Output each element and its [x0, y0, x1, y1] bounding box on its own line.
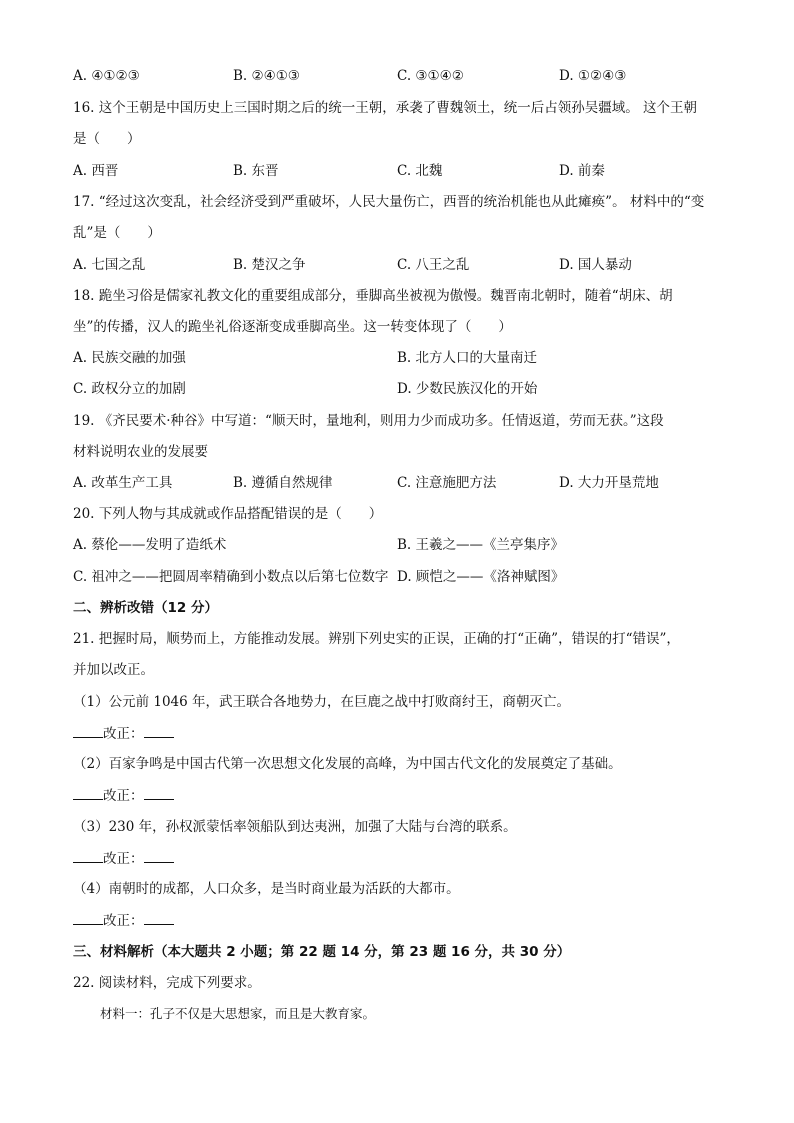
q21-correction-4	[73, 911, 174, 930]
q18-option-b: B. 北方人口的大量南迁	[397, 350, 538, 366]
answer-blank[interactable]	[73, 911, 103, 925]
q15-option-c: C. ③①④②	[397, 68, 464, 84]
q17-option-c: C. 八王之乱	[397, 257, 470, 273]
q17-option-a: A. 七国之乱	[73, 257, 146, 273]
correction-blank[interactable]	[144, 724, 174, 738]
q17-stem-line2: 乱”是（ ）	[73, 225, 161, 241]
q21-correction-2	[73, 786, 174, 805]
q20-options-row2	[73, 568, 733, 586]
q17-stem-line1: 17. “经过这次变乱，社会经济受到严重破坏，人民大量伤亡，西晋的统治机能也从此瘫痪”。 材料中的“变	[73, 194, 705, 210]
q18-option-a: A. 民族交融的加强	[73, 350, 186, 366]
q18-options-row2	[73, 380, 733, 398]
q15-options	[73, 67, 733, 85]
q19-option-b: B. 遵循自然规律	[233, 475, 333, 491]
answer-blank[interactable]	[73, 786, 103, 800]
q18-option-d: D. 少数民族汉化的开始	[397, 381, 538, 397]
q22-material-1: 材料一：孔子不仅是大思想家，而且是大教育家。	[100, 1006, 376, 1021]
section3-title: 三、材料解析（本大题共 2 小题；第 22 题 14 分，第 23 题 16 分，共 30 分）	[73, 944, 571, 960]
q19-option-a: A. 改革生产工具	[73, 475, 173, 491]
correction-blank[interactable]	[144, 911, 174, 925]
q20-options-row1	[73, 536, 733, 554]
correction-blank[interactable]	[144, 849, 174, 863]
q16-option-b: B. 东晋	[233, 163, 279, 179]
q18-stem-line1: 18. 跪坐习俗是儒家礼教文化的重要组成部分，垂脚高坐被视为傲慢。魏晋南北朝时，随着“胡床、胡	[73, 288, 673, 304]
q22-stem: 22. 阅读材料，完成下列要求。	[73, 975, 261, 991]
q15-option-d: D. ①②④③	[559, 68, 627, 84]
q21-stem-line2: 并加以改正。	[73, 662, 154, 678]
q18-option-c: C. 政权分立的加剧	[73, 381, 186, 397]
q18-options-row1	[73, 349, 733, 367]
q16-option-a: A. 西晋	[73, 163, 119, 179]
q15-option-a: A. ④①②③	[73, 68, 140, 84]
q19-options	[73, 474, 733, 492]
q16-option-c: C. 北魏	[397, 163, 443, 179]
q19-option-c: C. 注意施肥方法	[397, 475, 497, 491]
q19-stem-line1: 19. 《齐民要术·种谷》中写道：“顺天时，量地利，则用力少而成功多。任情返道，劳而无获。”这段	[73, 413, 664, 429]
q21-item-1: （1）公元前 1046 年，武王联合各地势力，在巨鹿之战中打败商纣王，商朝灭亡。	[73, 694, 571, 710]
section2-title: 二、辨析改错（12 分）	[73, 600, 218, 616]
q16-option-d: D. 前秦	[559, 163, 605, 179]
correction-blank[interactable]	[144, 786, 174, 800]
q21-correction-1	[73, 724, 174, 743]
q20-option-b: B. 王羲之——《兰亭集序》	[397, 537, 565, 553]
q21-item-4: （4）南朝时的成都，人口众多，是当时商业最为活跃的大都市。	[73, 881, 460, 897]
q20-option-d: D. 顾恺之——《洛神赋图》	[397, 569, 565, 585]
q16-stem-line2: 是（ ）	[73, 131, 141, 147]
q20-stem: 20. 下列人物与其成就或作品搭配错误的是（ ）	[73, 506, 383, 522]
correction-label: 改正：	[103, 788, 144, 804]
q19-stem-line2: 材料说明农业的发展要	[73, 444, 208, 460]
correction-label: 改正：	[103, 851, 144, 867]
q21-stem-line1: 21. 把握时局，顺势而上，方能推动发展。辨别下列史实的正误，正确的打“正确”，错误的打“错误”，	[73, 631, 680, 647]
q20-option-c: C. 祖冲之——把圆周率精确到小数点以后第七位数字	[73, 569, 389, 585]
q17-option-d: D. 国人暴动	[559, 257, 632, 273]
q15-option-b: B. ②④①③	[233, 68, 300, 84]
answer-blank[interactable]	[73, 724, 103, 738]
q17-options	[73, 256, 733, 274]
q21-item-3: （3）230 年，孙权派蒙恬率领船队到达夷洲，加强了大陆与台湾的联系。	[73, 819, 517, 835]
q21-correction-3	[73, 849, 174, 868]
q16-stem-line1: 16. 这个王朝是中国历史上三国时期之后的统一王朝，承袭了曹魏领土，统一后占领孙吴疆域。 这个王朝	[73, 100, 698, 116]
q18-stem-line2: 坐”的传播，汉人的跪坐礼俗逐渐变成垂脚高坐。这一转变体现了（ ）	[73, 319, 512, 335]
correction-label: 改正：	[103, 913, 144, 929]
q20-option-a: A. 蔡伦——发明了造纸术	[73, 537, 227, 553]
q16-options	[73, 162, 733, 180]
q19-option-d: D. 大力开垦荒地	[559, 475, 659, 491]
answer-blank[interactable]	[73, 849, 103, 863]
correction-label: 改正：	[103, 726, 144, 742]
q17-option-b: B. 楚汉之争	[233, 257, 306, 273]
q21-item-2: （2）百家争鸣是中国古代第一次思想文化发展的高峰，为中国古代文化的发展奠定了基础。	[73, 756, 622, 772]
